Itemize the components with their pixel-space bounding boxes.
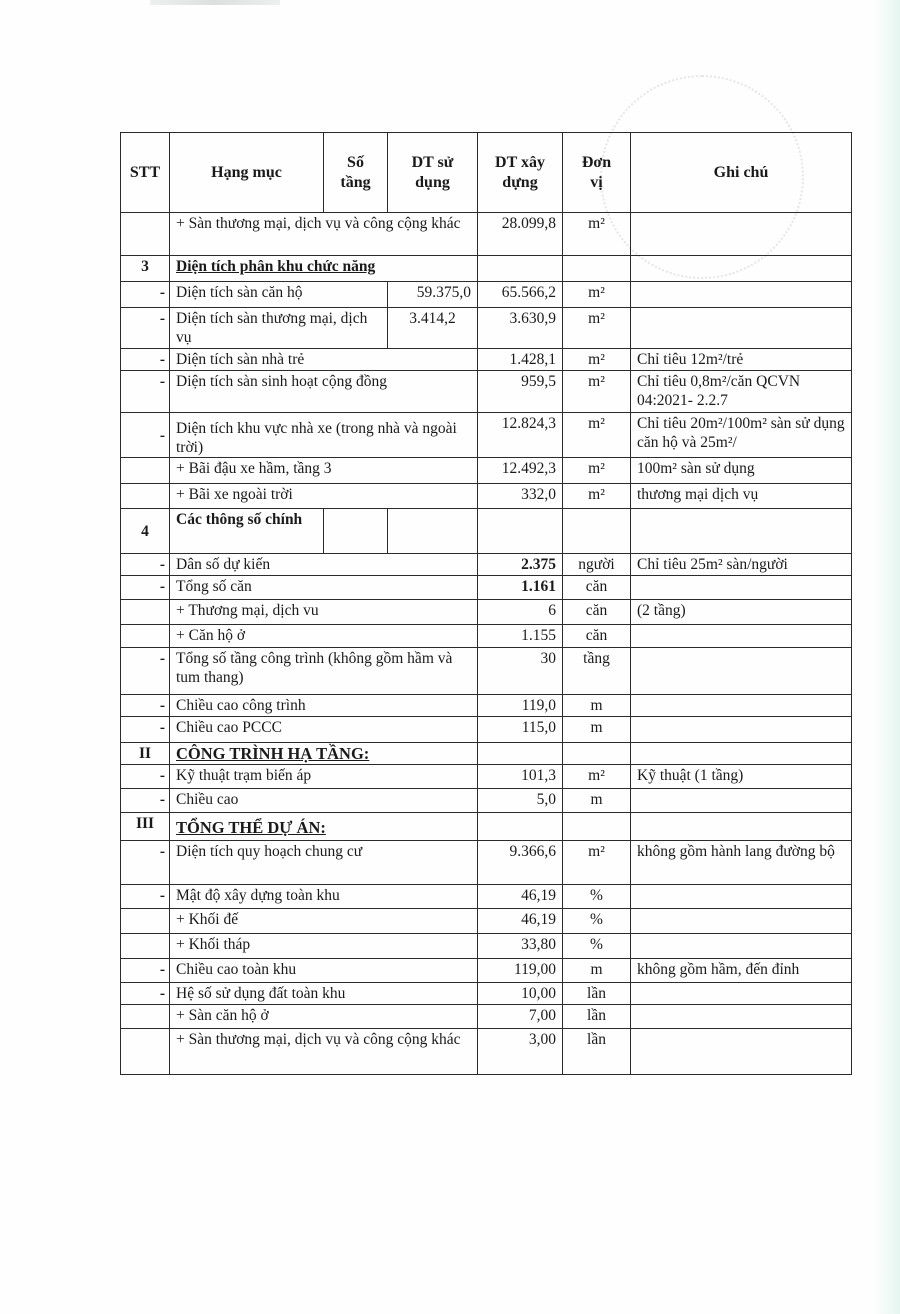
- table-row: [121, 959, 852, 983]
- header-dt-su-dung: DT sử dụng: [388, 133, 478, 213]
- cell-stt: 4: [121, 509, 170, 554]
- cell-item: Tổng số tầng công trình (không gồm hầm và tum thang): [170, 648, 478, 695]
- cell-stt: [121, 934, 170, 959]
- header-hang-muc: Hạng mục: [170, 133, 324, 213]
- cell-item: Tổng số căn: [170, 576, 478, 600]
- cell-dt-xay-dung: 115,0: [478, 717, 563, 743]
- cell-dt-xay-dung: 2.375: [478, 554, 563, 576]
- header-ghi-chu: Ghi chú: [631, 133, 852, 213]
- cell-stt: -: [121, 765, 170, 789]
- table-row: [121, 789, 852, 813]
- header-dt-xay-dung: DT xây dựng: [478, 133, 563, 213]
- cell-stt: -: [121, 413, 170, 458]
- table-row: [121, 413, 852, 458]
- header-stt: STT: [121, 133, 170, 213]
- cell-stt: -: [121, 841, 170, 885]
- cell-unit: m²: [563, 282, 631, 308]
- cell-empty: [324, 509, 388, 554]
- cell-dt-xay-dung: 28.099,8: [478, 213, 563, 256]
- cell-unit: %: [563, 909, 631, 934]
- cell-dt-xay-dung: 1.155: [478, 625, 563, 648]
- cell-empty: [388, 509, 478, 554]
- section-row: [121, 743, 852, 765]
- table-row: [121, 554, 852, 576]
- section-row: [121, 509, 852, 554]
- cell-stt: [121, 1029, 170, 1075]
- cell-unit: m: [563, 695, 631, 717]
- table-row: [121, 909, 852, 934]
- cell-dt-xay-dung: 119,00: [478, 959, 563, 983]
- cell-dt-xay-dung: 10,00: [478, 983, 563, 1005]
- cell-stt: -: [121, 695, 170, 717]
- cell-item: Chiều cao toàn khu: [170, 959, 478, 983]
- table-row: [121, 308, 852, 349]
- cell-unit: m²: [563, 308, 631, 349]
- table-row: [121, 1005, 852, 1029]
- cell-stt: [121, 625, 170, 648]
- cell-unit: m²: [563, 413, 631, 458]
- cell-dt-xay-dung: 332,0: [478, 484, 563, 509]
- cell-note: [631, 1005, 852, 1029]
- cell-note: Chỉ tiêu 0,8m²/căn QCVN 04:2021- 2.2.7: [631, 371, 852, 413]
- cell-unit: m: [563, 789, 631, 813]
- cell-unit: m²: [563, 349, 631, 371]
- section-row: [121, 813, 852, 841]
- cell-item: + Thương mại, dịch vu: [170, 600, 478, 625]
- cell-item: + Sàn thương mại, dịch vụ và công cộng khác: [170, 213, 478, 256]
- table-row: [121, 983, 852, 1005]
- cell-unit: lần: [563, 1005, 631, 1029]
- cell-dt-xay-dung: 5,0: [478, 789, 563, 813]
- cell-dt-xay-dung: 3,00: [478, 1029, 563, 1075]
- cell-empty: [563, 509, 631, 554]
- cell-dt-xay-dung: 101,3: [478, 765, 563, 789]
- cell-stt: -: [121, 349, 170, 371]
- cell-unit: %: [563, 885, 631, 909]
- cell-stt: [121, 600, 170, 625]
- cell-item: Hệ số sử dụng đất toàn khu: [170, 983, 478, 1005]
- cell-empty: [631, 509, 852, 554]
- cell-item: Diện tích khu vực nhà xe (trong nhà và ngoài trời): [170, 413, 478, 458]
- cell-unit: m²: [563, 765, 631, 789]
- cell-stt: -: [121, 554, 170, 576]
- cell-dt-xay-dung: 46,19: [478, 885, 563, 909]
- section-title: CÔNG TRÌNH HẠ TẦNG:: [170, 743, 478, 765]
- cell-note: [631, 717, 852, 743]
- cell-unit: m²: [563, 841, 631, 885]
- cell-stt: [121, 1005, 170, 1029]
- cell-empty: [631, 256, 852, 282]
- scan-artifact: [150, 0, 280, 5]
- table-row: [121, 349, 852, 371]
- table-row: [121, 1029, 852, 1075]
- cell-dt-xay-dung: 1.428,1: [478, 349, 563, 371]
- cell-dt-xay-dung: 6: [478, 600, 563, 625]
- cell-note: [631, 885, 852, 909]
- cell-stt: -: [121, 576, 170, 600]
- cell-note: [631, 308, 852, 349]
- cell-item: Diện tích sàn thương mại, dịch vụ: [170, 308, 388, 349]
- cell-item: Kỹ thuật trạm biến áp: [170, 765, 478, 789]
- cell-stt: -: [121, 371, 170, 413]
- cell-note: [631, 213, 852, 256]
- cell-stt: -: [121, 648, 170, 695]
- cell-stt: -: [121, 983, 170, 1005]
- cell-item: Chiều cao công trình: [170, 695, 478, 717]
- cell-dt-xay-dung: 12.492,3: [478, 458, 563, 484]
- cell-stt: [121, 213, 170, 256]
- cell-empty: [563, 256, 631, 282]
- section-row: [121, 256, 852, 282]
- table-row: [121, 282, 852, 308]
- cell-item: Diện tích quy hoạch chung cư: [170, 841, 478, 885]
- cell-unit: căn: [563, 625, 631, 648]
- cell-note: [631, 983, 852, 1005]
- cell-stt: [121, 484, 170, 509]
- section-title: Các thông số chính: [170, 509, 324, 554]
- cell-item: Mật độ xây dựng toàn khu: [170, 885, 478, 909]
- cell-unit: m²: [563, 458, 631, 484]
- header-don-vi: Đơn vị: [563, 133, 631, 213]
- table-row: [121, 458, 852, 484]
- cell-empty: [631, 743, 852, 765]
- cell-note: [631, 695, 852, 717]
- table-row: [121, 885, 852, 909]
- project-specs-table: [120, 132, 852, 1075]
- cell-item: Diện tích sàn căn hộ: [170, 282, 388, 308]
- cell-unit: căn: [563, 600, 631, 625]
- cell-stt: -: [121, 308, 170, 349]
- cell-stt: -: [121, 789, 170, 813]
- cell-item: Diện tích sàn sinh hoạt cộng đồng: [170, 371, 478, 413]
- cell-stt: -: [121, 885, 170, 909]
- cell-unit: %: [563, 934, 631, 959]
- cell-note: [631, 909, 852, 934]
- cell-unit: m²: [563, 484, 631, 509]
- cell-dt-xay-dung: 9.366,6: [478, 841, 563, 885]
- cell-note: [631, 282, 852, 308]
- cell-item: Chiều cao: [170, 789, 478, 813]
- cell-item: + Căn hộ ở: [170, 625, 478, 648]
- cell-note: [631, 625, 852, 648]
- cell-note: 100m² sàn sử dụng: [631, 458, 852, 484]
- cell-item: + Bãi đậu xe hầm, tầng 3: [170, 458, 478, 484]
- cell-note: [631, 648, 852, 695]
- table-row: [121, 648, 852, 695]
- cell-dt-xay-dung: 1.161: [478, 576, 563, 600]
- cell-stt: -: [121, 282, 170, 308]
- cell-item: + Bãi xe ngoài trời: [170, 484, 478, 509]
- cell-stt: II: [121, 743, 170, 765]
- table-row: [121, 717, 852, 743]
- table-row: [121, 484, 852, 509]
- cell-item: Diện tích sàn nhà trẻ: [170, 349, 478, 371]
- cell-dt-xay-dung: 30: [478, 648, 563, 695]
- cell-empty: [478, 256, 563, 282]
- cell-item: Chiều cao PCCC: [170, 717, 478, 743]
- cell-unit: m: [563, 959, 631, 983]
- cell-stt: [121, 458, 170, 484]
- cell-empty: [631, 813, 852, 841]
- cell-dt-xay-dung: 33,80: [478, 934, 563, 959]
- cell-dt-su-dung: 3.414,2: [388, 308, 478, 349]
- cell-unit: lần: [563, 983, 631, 1005]
- cell-note: [631, 576, 852, 600]
- cell-note: (2 tầng): [631, 600, 852, 625]
- cell-note: Chỉ tiêu 12m²/trẻ: [631, 349, 852, 371]
- table-row: [121, 695, 852, 717]
- cell-empty: [563, 743, 631, 765]
- cell-item: + Khối đế: [170, 909, 478, 934]
- section-title: Diện tích phân khu chức năng: [170, 256, 478, 282]
- cell-empty: [478, 743, 563, 765]
- cell-dt-xay-dung: 65.566,2: [478, 282, 563, 308]
- cell-item: Dân số dự kiến: [170, 554, 478, 576]
- cell-dt-xay-dung: 959,5: [478, 371, 563, 413]
- cell-note: Kỹ thuật (1 tầng): [631, 765, 852, 789]
- table-header-row: [121, 133, 852, 213]
- cell-unit: người: [563, 554, 631, 576]
- table-row: [121, 841, 852, 885]
- cell-stt: [121, 909, 170, 934]
- table-row: [121, 213, 852, 256]
- cell-empty: [478, 509, 563, 554]
- cell-empty: [478, 813, 563, 841]
- cell-dt-xay-dung: 46,19: [478, 909, 563, 934]
- cell-unit: m²: [563, 371, 631, 413]
- header-so-tang: Số tầng: [324, 133, 388, 213]
- cell-dt-su-dung: 59.375,0: [388, 282, 478, 308]
- table-row: [121, 934, 852, 959]
- cell-unit: m: [563, 717, 631, 743]
- cell-note: không gồm hầm, đến đỉnh: [631, 959, 852, 983]
- table-row: [121, 371, 852, 413]
- cell-empty: [563, 813, 631, 841]
- cell-dt-xay-dung: 7,00: [478, 1005, 563, 1029]
- cell-note: Chỉ tiêu 25m² sàn/người: [631, 554, 852, 576]
- cell-dt-xay-dung: 119,0: [478, 695, 563, 717]
- table-row: [121, 600, 852, 625]
- cell-note: [631, 789, 852, 813]
- table-row: [121, 576, 852, 600]
- cell-note: thương mại dịch vụ: [631, 484, 852, 509]
- cell-dt-xay-dung: 3.630,9: [478, 308, 563, 349]
- cell-note: [631, 934, 852, 959]
- cell-stt: III: [121, 813, 170, 841]
- cell-note: [631, 1029, 852, 1075]
- cell-note: không gồm hành lang đường bộ: [631, 841, 852, 885]
- cell-unit: lần: [563, 1029, 631, 1075]
- cell-dt-xay-dung: 12.824,3: [478, 413, 563, 458]
- cell-item: + Sàn thương mại, dịch vụ và công cộng khác: [170, 1029, 478, 1075]
- cell-unit: căn: [563, 576, 631, 600]
- cell-stt: -: [121, 717, 170, 743]
- cell-stt: -: [121, 959, 170, 983]
- cell-item: + Khối tháp: [170, 934, 478, 959]
- section-title: TỔNG THỂ DỰ ÁN:: [170, 813, 478, 841]
- cell-item: + Sàn căn hộ ở: [170, 1005, 478, 1029]
- cell-unit: m²: [563, 213, 631, 256]
- scan-edge-tint: [874, 0, 900, 1314]
- cell-note: Chỉ tiêu 20m²/100m² sàn sử dụng căn hộ và 25m²/: [631, 413, 852, 458]
- table-row: [121, 625, 852, 648]
- cell-stt: 3: [121, 256, 170, 282]
- cell-unit: tầng: [563, 648, 631, 695]
- table-row: [121, 765, 852, 789]
